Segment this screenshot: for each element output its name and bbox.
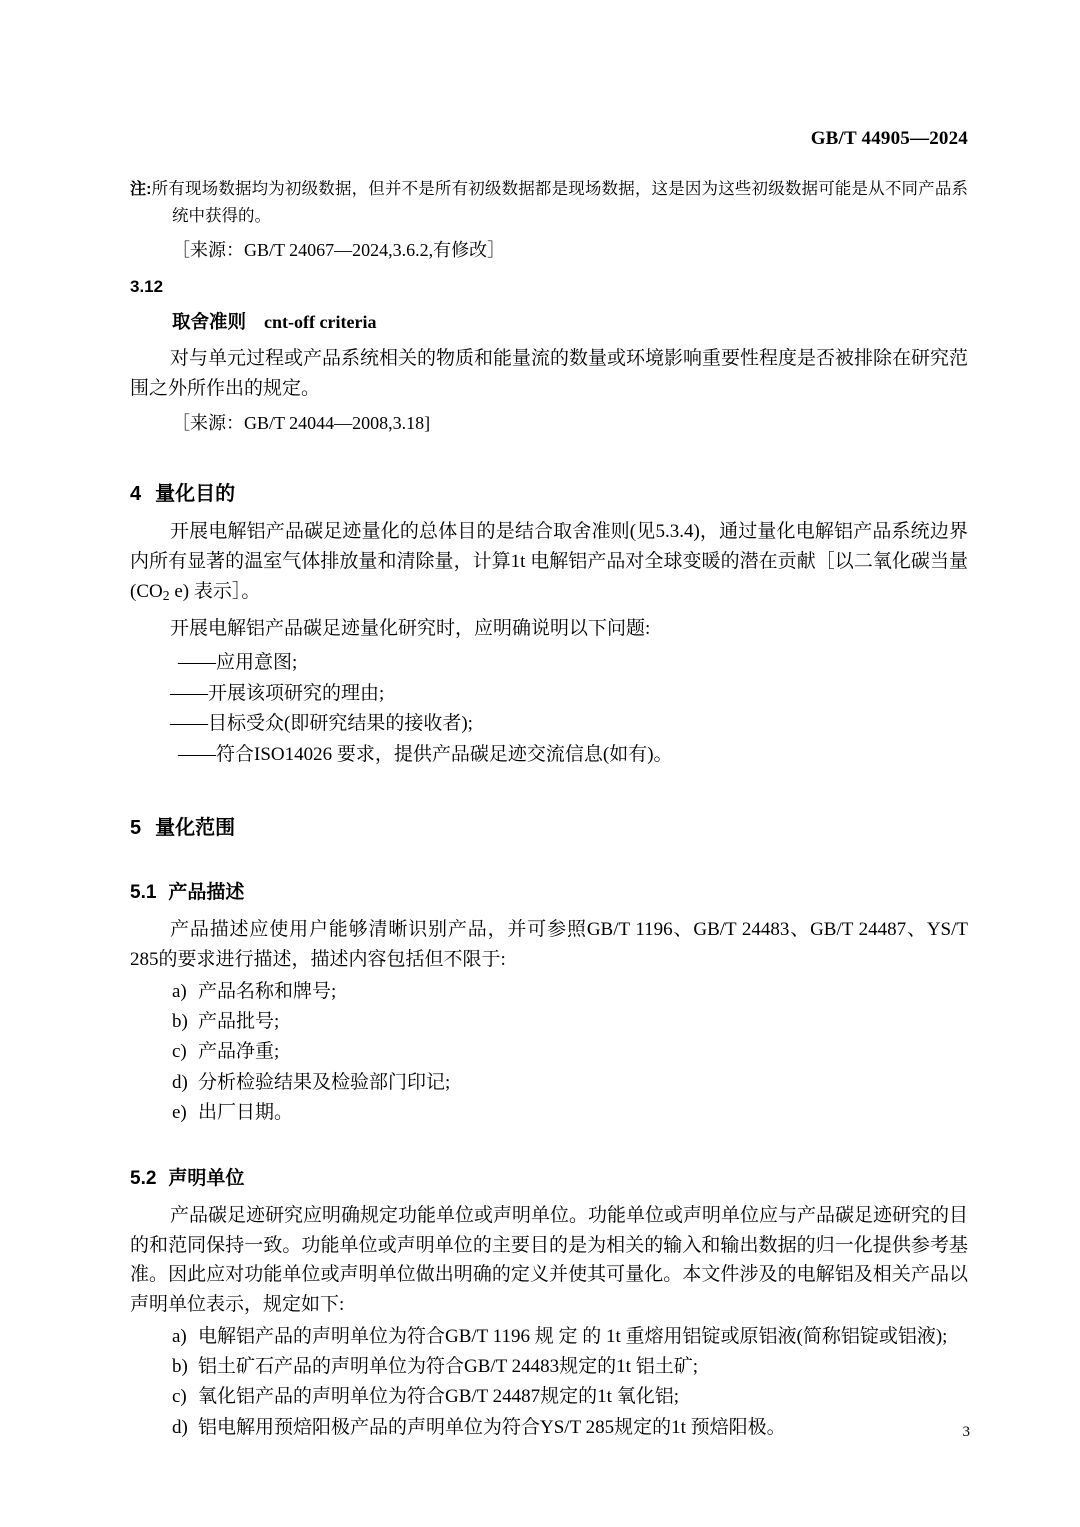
heading-clause-5-2 <box>130 1165 968 1194</box>
heading-clause-4 <box>130 479 968 509</box>
heading-clause-5-1-title: 产品描述 <box>168 881 245 903</box>
list-item <box>130 1382 968 1412</box>
list-item <box>130 1352 968 1382</box>
heading-clause-5 <box>130 813 968 843</box>
dash-list-item: ——开展该项研究的理由; <box>170 682 385 704</box>
list-item-text: 分析检验结果及检验部门印记; <box>198 1071 451 1093</box>
term-en: cnt-off criteria <box>264 312 377 333</box>
clause-4-dash-list <box>130 648 968 771</box>
list-item <box>130 1413 968 1443</box>
list-item-marker: c) <box>172 1386 187 1408</box>
heading-clause-4-title: 量化目的 <box>155 483 236 506</box>
heading-clause-5-1-number: 5.1 <box>130 881 157 903</box>
clause-5-1-list <box>130 977 968 1129</box>
list-item <box>130 1322 968 1352</box>
list-item-text: 产品批号; <box>198 1011 280 1033</box>
list-item-marker: d) <box>172 1416 188 1438</box>
list-item-text: 电解铝产品的声明单位为符合GB/T 1196 规 定 的 1t 重熔用铝锭或原铝液(简称铝锭或铝液); <box>198 1325 948 1347</box>
term-zh: 取舍准则 <box>172 311 247 333</box>
clause-4-paragraph-1-after: e) 表示］。 <box>169 580 261 602</box>
co2-subscript: 2 <box>162 587 170 603</box>
note-label: 注: <box>130 181 152 198</box>
clause-5-1-paragraph: 产品描述应使用户能够清晰识别产品，并可参照GB/T 1196、GB/T 24483、GB/T 24487、YS/T 285的要求进行描述，描述内容包括但不限于: <box>130 919 968 971</box>
dash-list-item: ——应用意图; <box>178 651 298 673</box>
list-item-marker: d) <box>172 1071 188 1093</box>
list-item-text: 氧化铝产品的声明单位为符合GB/T 24487规定的1t 氧化铝; <box>198 1386 679 1408</box>
term-heading-3-12 <box>130 308 968 336</box>
list-item <box>130 1098 968 1128</box>
heading-clause-5-2-number: 5.2 <box>130 1167 157 1189</box>
page-content <box>130 0 968 1443</box>
clause-5-2-paragraph: 产品碳足迹研究应明确规定功能单位或声明单位。功能单位或声明单位应与产品碳足迹研究的目的和范同保持一致。功能单位或声明单位的主要目的是为相关的输入和输出数据的归一化提供参考基准。因此应对功能单位或声明单位做出明确的定义并使其可量化。本文件涉及的电解铝及相关产品以声明单位表示，规定如下: <box>130 1205 969 1316</box>
list-item-text: 产品名称和牌号; <box>198 980 337 1002</box>
running-header <box>130 0 968 150</box>
list-item <box>130 1007 968 1037</box>
clause-4-paragraph-1-before: 开展电解铝产品碳足迹量化的总体目的是结合取舍准则(见5.3.4)，通过量化电解铝产品系统边界内所有显著的温室气体排放量和清除量，计算1t 电解铝产品对全球变暖的潜在贡献［以二氧化碳当量(CO <box>130 521 968 602</box>
heading-clause-5-number: 5 <box>130 816 142 839</box>
note-block <box>130 176 968 230</box>
heading-clause-5-title: 量化范围 <box>155 816 236 839</box>
clause-4-paragraph-2: 开展电解铝产品碳足迹量化研究时，应明确说明以下问题: <box>170 618 651 640</box>
list-item <box>130 977 968 1007</box>
list-item-marker: c) <box>172 1041 187 1063</box>
list-item-marker: a) <box>172 1325 187 1347</box>
term-number-3-12: 3.12 <box>130 276 164 296</box>
heading-clause-4-number: 4 <box>130 483 142 506</box>
list-item-marker: e) <box>172 1102 187 1124</box>
clause-4-paragraph-1 <box>130 517 968 606</box>
dash-list-item: ——目标受众(即研究结果的接收者); <box>170 713 473 735</box>
list-item-text: 出厂日期。 <box>198 1102 294 1124</box>
dash-list-item: ——符合ISO14026 要求，提供产品碳足迹交流信息(如有)。 <box>178 744 673 766</box>
list-item-text: 铝电解用预焙阳极产品的声明单位为符合YS/T 285规定的1t 预焙阳极。 <box>198 1416 786 1438</box>
list-item-marker: a) <box>172 980 187 1002</box>
clause-5-2-list <box>130 1322 968 1444</box>
list-item-marker: b) <box>172 1356 188 1378</box>
term-definition-3-12: 对与单元过程或产品系统相关的物质和能量流的数量或环境影响重要性程度是否被排除在研究范围之外所作出的规定。 <box>130 348 969 399</box>
list-item-text: 产品净重; <box>198 1041 280 1063</box>
list-item-marker: b) <box>172 1011 188 1033</box>
list-item <box>130 1037 968 1067</box>
standard-code: GB/T 44905—2024 <box>810 128 968 149</box>
heading-clause-5-2-title: 声明单位 <box>168 1167 245 1189</box>
list-item <box>130 1068 968 1098</box>
page-number: 3 <box>962 1424 970 1440</box>
source-reference-1: ［来源：GB/T 24067—2024,3.6.2,有修改］ <box>172 239 506 260</box>
list-item-text: 铝土矿石产品的声明单位为符合GB/T 24483规定的1t 铝土矿; <box>198 1356 698 1378</box>
note-text: 所有现场数据均为初级数据，但并不是所有初级数据都是现场数据，这是因为这些初级数据可能是从不同产品系统中获得的。 <box>151 179 968 225</box>
heading-clause-5-1 <box>130 879 968 908</box>
source-reference-2: ［来源：GB/T 24044—2008,3.18] <box>172 413 431 434</box>
